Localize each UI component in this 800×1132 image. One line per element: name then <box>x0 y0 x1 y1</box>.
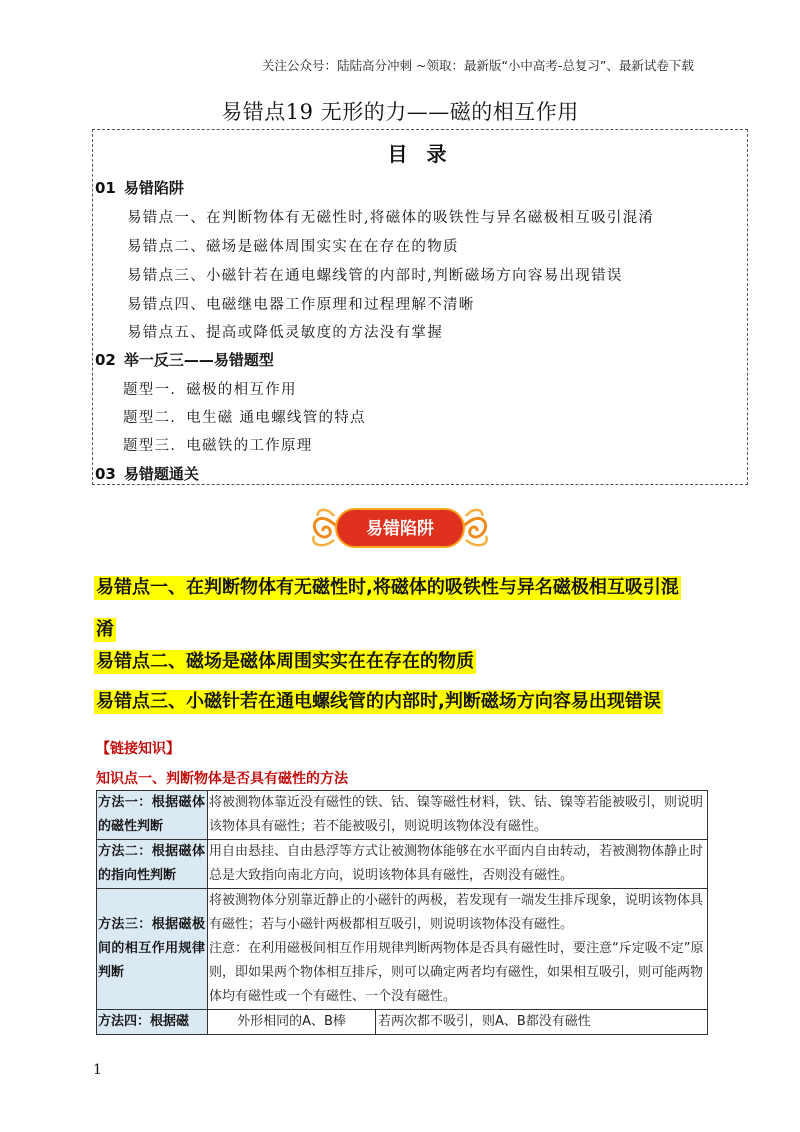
pitfall-heading-3: 易错点三、小磁针若在通电螺线管的内部时,判断磁场方向容易出现错误 <box>96 691 661 712</box>
method-name: 方法四：根据磁 <box>97 1010 208 1035</box>
toc-item[interactable]: 易错点四、电磁继电器工作原理和过程理解不清晰 <box>127 297 475 313</box>
table-row <box>97 1010 708 1035</box>
page-number: 1 <box>93 1062 102 1078</box>
toc-section-02[interactable] <box>95 349 274 370</box>
method-subject: 外形相同的A、B棒 <box>208 1010 376 1035</box>
toc-section-number: 01 <box>95 179 116 197</box>
toc-item[interactable]: 易错点二、磁场是磁体周围实实在在存在的物质 <box>127 239 459 255</box>
toc-item[interactable]: 题型二．电生磁 通电螺线管的特点 <box>123 410 366 426</box>
banner-right-swirl-icon <box>462 510 487 545</box>
method-description: 用自由悬挂、自由悬浮等方式让被测物体能够在水平面内自由转动，若被测物体静止时总是大致指向南北方向，说明该物体具有磁性，否则没有磁性。 <box>208 840 708 889</box>
knowledge-point-title: 知识点一、判断物体是否具有磁性的方法 <box>96 771 348 787</box>
method-description-text: 将被测物体分别靠近静止的小磁针的两极，若发现有一端发生排斥现象，说明该物体具有磁性；若与小磁针两极都相互吸引，则说明该物体没有磁性。 <box>209 893 704 932</box>
method-name: 方法三：根据磁极间的相互作用规律判断 <box>97 889 208 1010</box>
toc-item[interactable]: 易错点五、提高或降低灵敏度的方法没有掌握 <box>127 325 443 341</box>
toc-item[interactable]: 易错点三、小磁针若在通电螺线管的内部时,判断磁场方向容易出现错误 <box>127 268 623 284</box>
table-row <box>97 889 708 1010</box>
toc-section-label: 易错陷阱 <box>123 179 184 197</box>
section-banner <box>308 500 492 556</box>
toc-section-label: 举一反三——易错题型 <box>123 351 274 369</box>
toc-section-label: 易错题通关 <box>123 465 199 483</box>
document-title: 易错点19 无形的力——磁的相互作用 <box>221 100 579 124</box>
method-name: 方法一：根据磁体的磁性判断 <box>97 791 208 840</box>
method-result: 若两次都不吸引，则A、B都没有磁性 <box>376 1010 708 1035</box>
toc-item[interactable]: 易错点一、在判断物体有无磁性时,将磁体的吸铁性与异名磁极相互吸引混淆 <box>127 210 655 226</box>
banner-label: 易错陷阱 <box>366 519 434 539</box>
pitfall-heading-1-cont: 淆 <box>96 619 114 640</box>
methods-table <box>96 790 708 1035</box>
toc-section-number: 02 <box>95 351 116 369</box>
toc-item[interactable]: 题型一．磁极的相互作用 <box>123 382 297 398</box>
table-row <box>97 791 708 840</box>
pitfall-heading-1: 易错点一、在判断物体有无磁性时,将磁体的吸铁性与异名磁极相互吸引混 <box>96 577 679 598</box>
toc-section-number: 03 <box>95 465 116 483</box>
table-row <box>97 840 708 889</box>
toc-item[interactable]: 题型三．电磁铁的工作原理 <box>123 438 313 454</box>
toc-section-01[interactable] <box>95 177 184 198</box>
method-note: 注意：在利用磁极间相互作用规律判断两物体是否具有磁性时，要注意“斥定吸不定”原则，即如果两个物体相互排斥，则可以确定两者均有磁性，如果相互吸引，则可能两物体均有磁性或一个有磁性、一个没有磁性。 <box>209 941 704 1004</box>
toc-heading: 目 录 <box>387 142 453 166</box>
method-description: 将被测物体靠近没有磁性的铁、钴、镍等磁性材料，铁、钴、镍等若能被吸引，则说明该物体具有磁性；若不能被吸引，则说明该物体没有磁性。 <box>208 791 708 840</box>
page-header: 关注公众号：陆陆高分冲刺 ~领取：最新版“小中高考-总复习”、最新试卷下载 <box>262 58 694 73</box>
table-of-contents <box>92 129 748 485</box>
method-name: 方法二：根据磁体的指向性判断 <box>97 840 208 889</box>
toc-section-03[interactable] <box>95 463 199 484</box>
pitfall-heading-2: 易错点二、磁场是磁体周围实实在在存在的物质 <box>96 651 474 672</box>
link-knowledge-label: 【链接知识】 <box>96 741 180 757</box>
banner-left-swirl-icon <box>313 510 338 545</box>
method-description <box>208 889 708 1010</box>
